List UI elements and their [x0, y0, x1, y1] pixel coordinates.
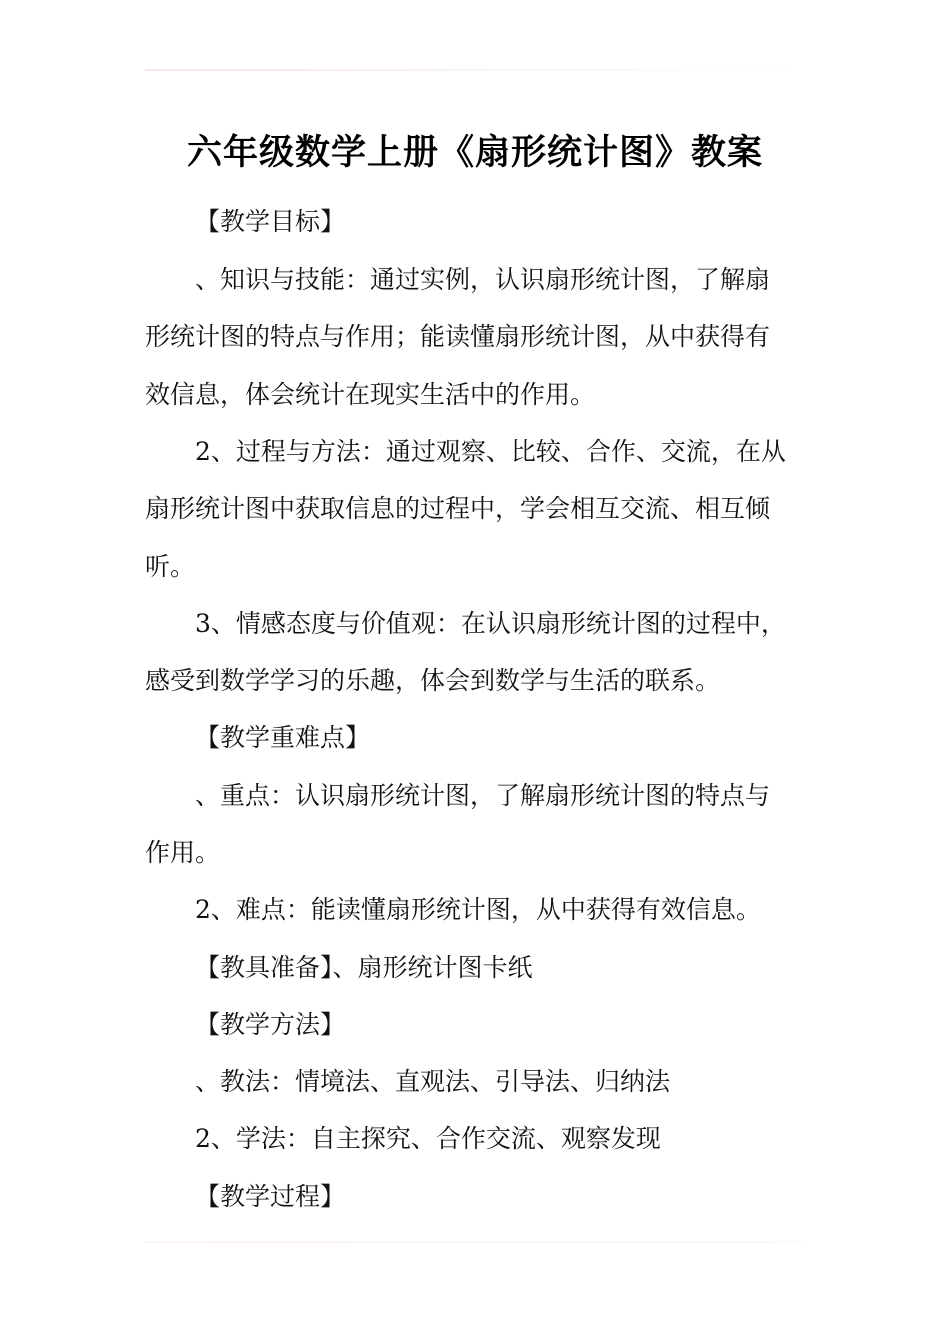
paragraph-line: 作用。 [145, 838, 221, 867]
paragraph-line: 效信息，体会统计在现实生活中的作用。 [145, 380, 596, 409]
document-title: 六年级数学上册《扇形统计图》教案 [186, 133, 763, 173]
section-heading-materials: 【教具准备】、扇形统计图卡纸 [195, 953, 533, 982]
section-heading-key-points: 【教学重难点】 [195, 723, 371, 752]
section-heading-objectives: 【教学目标】 [195, 207, 346, 236]
section-heading-methods: 【教学方法】 [195, 1010, 346, 1039]
paragraph-line: 听。 [145, 552, 196, 581]
paragraph-line: 2、过程与方法：通过观察、比较、合作、交流，在从 [195, 437, 786, 466]
paragraph-line: 、知识与技能：通过实例，认识扇形统计图，了解扇 [195, 265, 771, 294]
paragraph-line: 形统计图的特点与作用；能读懂扇形统计图，从中获得有 [145, 322, 771, 351]
paragraph-line: 感受到数学学习的乐趣，体会到数学与生活的联系。 [145, 666, 721, 695]
paragraph-line: 扇形统计图中获取信息的过程中，学会相互交流、相互倾 [145, 494, 771, 523]
paragraph-line: 3、情感态度与价值观：在认识扇形统计图的过程中， [195, 609, 786, 638]
footer-rule [145, 1241, 805, 1243]
header-rule [145, 69, 805, 71]
paragraph-line: 、教法：情境法、直观法、引导法、归纳法 [195, 1067, 671, 1096]
paragraph-line: 2、难点：能读懂扇形统计图，从中获得有效信息。 [195, 895, 761, 924]
paragraph-line: 、重点：认识扇形统计图，了解扇形统计图的特点与 [195, 781, 771, 810]
paragraph-line: 2、学法：自主探究、合作交流、观察发现 [195, 1124, 661, 1153]
section-heading-process: 【教学过程】 [195, 1182, 346, 1211]
